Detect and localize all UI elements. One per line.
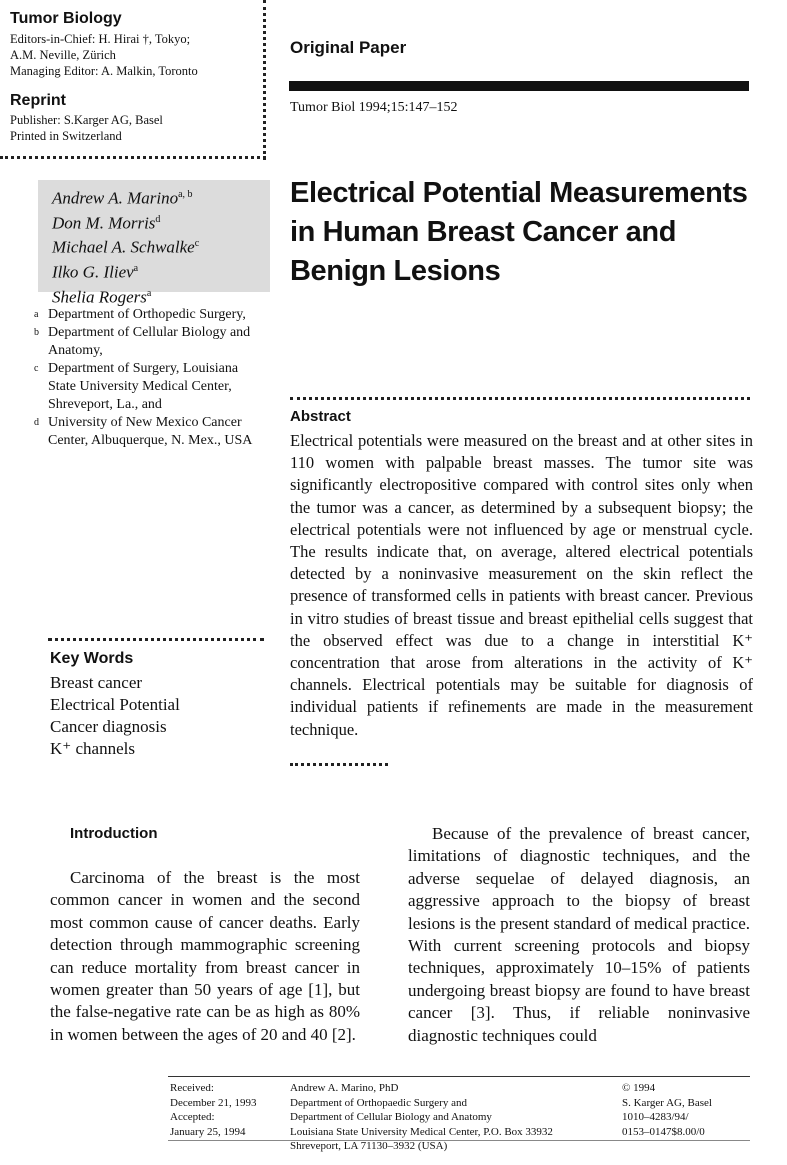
footer-text: © 1994: [622, 1082, 656, 1094]
introduction-column-2: Because of the prevalence of breast cancer, limitations of diagnostic techniques, and the adverse sequelae of delayed diagnosis, an aggressive approach to the biopsy of breast lesions is the present standard of medical practice. With current screening protocols and biopsy techniques, approximately 10–15% of patients undergoing breast biopsy are found to have breast cancer [3]. Thus, if reliable noninvasive diagnostic techniques could: [408, 824, 750, 1045]
abstract-divider: [290, 397, 750, 400]
printed-line: Printed in Switzerland: [10, 129, 122, 143]
author: Michael A. Schwalke$^c$: [52, 237, 200, 257]
affiliation: c Department of Surgery, Louisiana State University Medical Center, Shreveport, La., and: [34, 361, 239, 412]
keyword: Electrical Potential: [50, 695, 180, 714]
affiliation: a Department of Orthopedic Surgery,: [34, 307, 246, 322]
editors-line-2: A.M. Neville, Zürich: [10, 48, 116, 62]
masthead-horizontal-divider: [0, 156, 266, 159]
introduction-column-1: Carcinoma of the breast is the most common cancer in women and the second most common cause of cancer deaths. Early detection through mammographic screening can reduce mortality from breast cancer in women greater than 50 years of age [1], but the false-negative rate can be as high as 80% in women between the ages of 20 and 40 [2].: [50, 868, 360, 1044]
author: Ilko G. Iliev$^a$: [52, 262, 139, 282]
footer-text: 0153–0147$8.00/0: [622, 1125, 705, 1138]
footer-rule: [168, 1076, 750, 1077]
abstract-end-divider: [290, 763, 388, 766]
title-line: Benign Lesions: [290, 255, 501, 287]
keyword: K⁺ channels: [50, 739, 135, 758]
masthead-vertical-divider: [263, 0, 266, 160]
footer-text: Louisiana State University Medical Center, P.O. Box 33932: [290, 1125, 553, 1138]
author: Shelia Rogers$^a$: [52, 287, 152, 307]
affiliation: b Department of Cellular Biology and Anatomy,: [34, 325, 251, 358]
footer-text: 1010–4283/94/: [622, 1111, 689, 1123]
footer-text: Department of Orthopaedic Surgery and: [290, 1096, 467, 1109]
footer-copyright: [622, 1081, 712, 1139]
footer-text: January 25, 1994: [170, 1125, 246, 1138]
publisher-line: Publisher: S.Karger AG, Basel: [10, 113, 163, 127]
footer-text: S. Karger AG, Basel: [622, 1096, 712, 1109]
keyword: Cancer diagnosis: [50, 717, 167, 736]
author: Andrew A. Marino$^{a, b}$: [52, 188, 193, 208]
title-line: Electrical Potential Measurements: [290, 177, 748, 209]
footer-text: Received:: [170, 1082, 214, 1094]
footer-text: Department of Cellular Biology and Anatomy: [290, 1111, 492, 1123]
abstract-text: Electrical potentials were measured on the breast and at other sites in 110 women with palpable breast masses. The tumor site was significantly electropositive compared with control sites only when the tumor was a cancer, as determined by a subsequent biopsy; the electrical potentials were not influenced by age or menstrual cycle. The results indicate that, on average, altered electrical potentials detected by a noninvasive measurement on the skin reflect the presence of transformed cells in patients with breast cancer. Previous in vitro studies of breast tissue and breast epithelial cells suggest that the observed effect was due to a change in interstitial K⁺ concentration that arose from alterations in the activity of K⁺ channels. Electrical potentials may be suitable for diagnosis of individual patients if refinements are made in the measurement technique.: [290, 431, 753, 739]
footer-text: December 21, 1993: [170, 1096, 257, 1109]
journal-name: Tumor Biology: [10, 10, 122, 27]
affiliation: d University of New Mexico Cancer Center, Albuquerque, N. Mex., USA: [34, 415, 253, 448]
citation: Tumor Biol 1994;15:147–152: [290, 100, 458, 115]
keywords-heading: Key Words: [50, 650, 134, 667]
header-rule: [289, 81, 749, 91]
footer-text: Shreveport, LA 71130–3932 (USA): [290, 1140, 448, 1152]
footer-address: [290, 1081, 553, 1154]
keywords-list: [50, 672, 180, 760]
abstract-heading: Abstract: [290, 408, 351, 425]
footer-text: Andrew A. Marino, PhD: [290, 1082, 399, 1094]
keyword: Breast cancer: [50, 673, 143, 692]
footer-bottom-rule: [168, 1140, 750, 1141]
author: Don M. Morris$^d$: [52, 213, 161, 233]
reprint-label: Reprint: [10, 92, 66, 109]
footer-dates: [170, 1081, 256, 1139]
managing-editor: Managing Editor: A. Malkin, Toronto: [10, 64, 198, 78]
author-block: [38, 180, 270, 307]
section-label: Original Paper: [290, 38, 407, 57]
footer-text: Accepted:: [170, 1111, 215, 1123]
editors-line-1: Editors-in-Chief: H. Hirai †, Tokyo;: [10, 32, 191, 46]
affiliations: [34, 306, 266, 450]
keywords-divider: [48, 638, 264, 641]
introduction-heading: Introduction: [70, 825, 158, 842]
paper-title: [290, 174, 760, 291]
title-line: in Human Breast Cancer and: [290, 216, 677, 248]
